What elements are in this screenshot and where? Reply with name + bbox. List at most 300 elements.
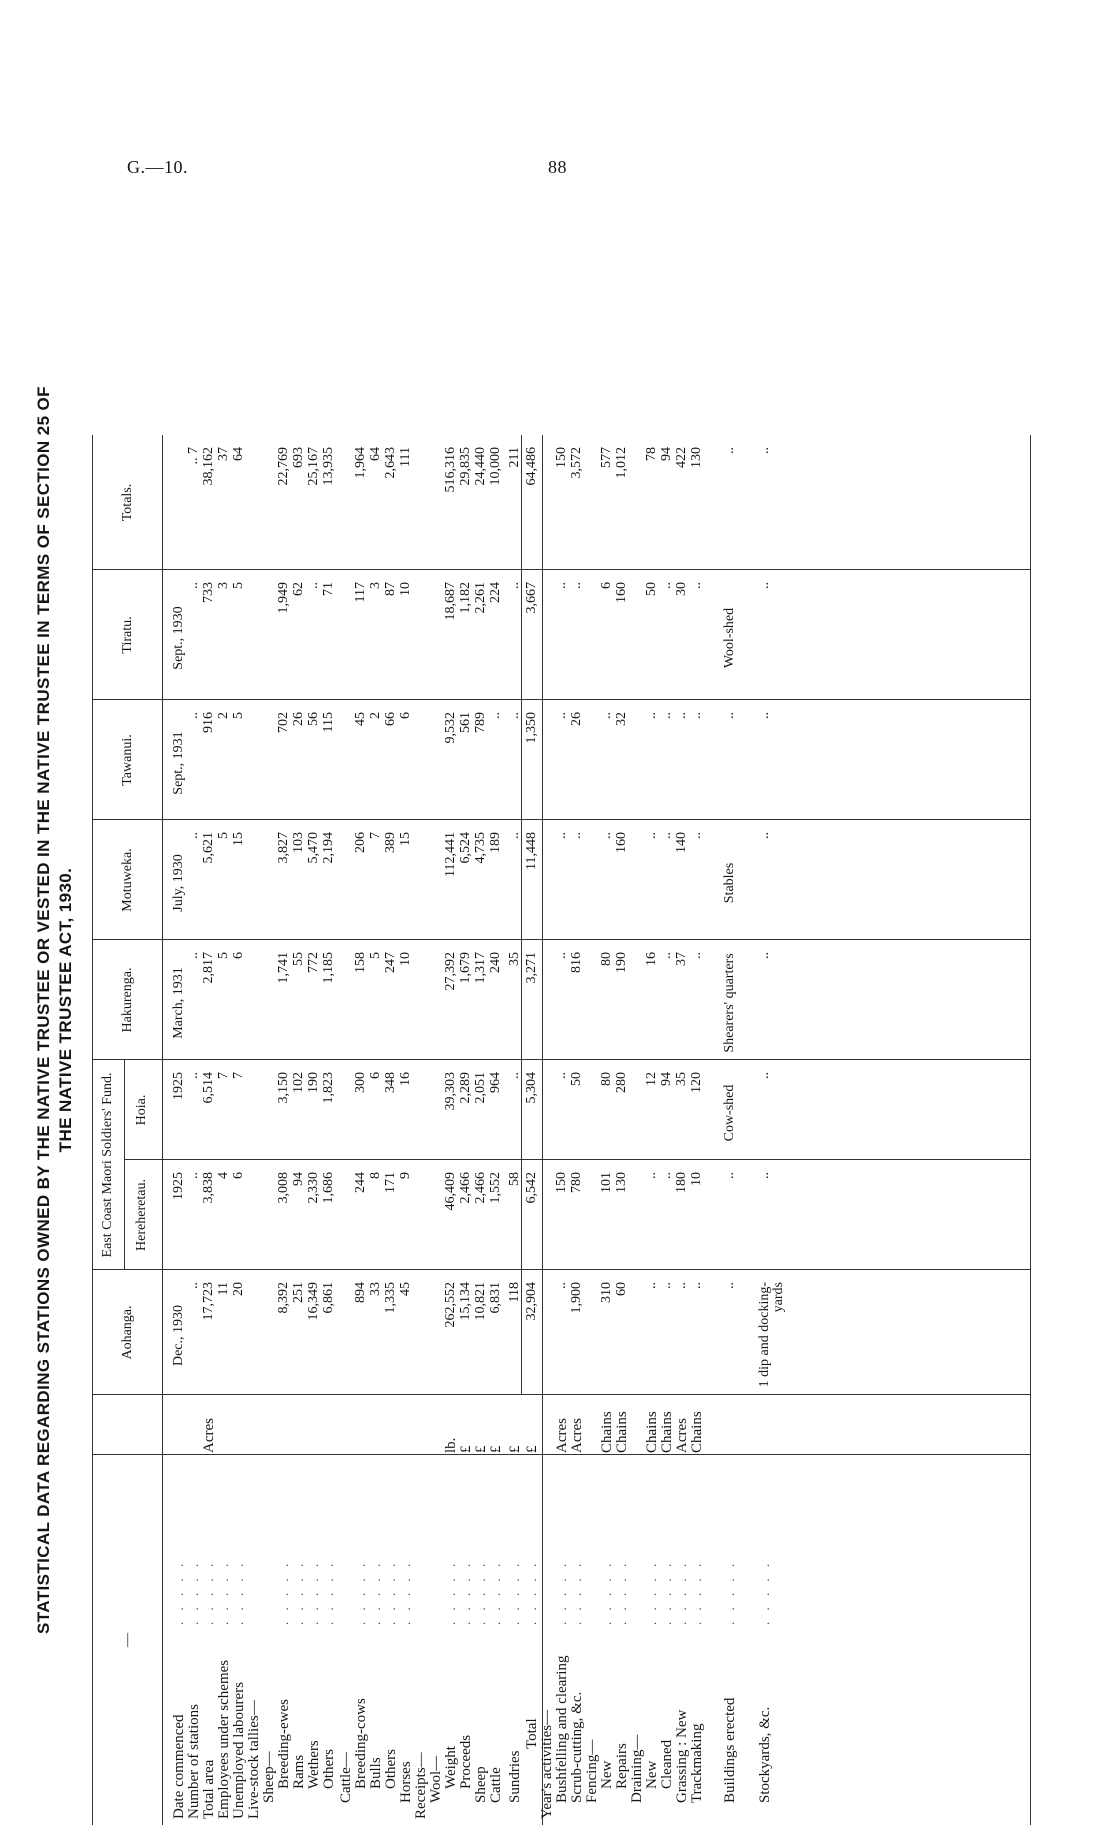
table-cell: 111: [398, 447, 413, 467]
table-cell: ..: [488, 712, 503, 719]
row-label: Draining—: [629, 1734, 645, 1803]
table-cell: 422: [674, 447, 689, 468]
table-cell: 5: [368, 952, 383, 959]
table-cell: 11,448: [524, 832, 539, 870]
table-cell: 94: [659, 1072, 674, 1086]
table-cell: ..: [674, 1282, 689, 1289]
table-cell: ..: [659, 1282, 674, 1289]
table-cell: ..: [757, 447, 772, 454]
row-unit: [369, 1403, 383, 1453]
table-cell: 50: [644, 582, 659, 596]
row-unit: [172, 1403, 186, 1453]
table-cell: ..: [599, 832, 614, 839]
leader-dots: . . . . .: [216, 1559, 231, 1625]
row-label: Employees under schemes: [216, 1659, 232, 1819]
table-cell: 2,330: [306, 1172, 321, 1204]
table-cell: 158: [353, 952, 368, 973]
table-cell: 37: [216, 447, 231, 461]
table-cell: 102: [291, 1072, 306, 1093]
table-cell: Sept., 1930: [171, 606, 186, 670]
table-cell: 15: [398, 832, 413, 846]
column-rule: [92, 699, 1030, 700]
table-cell: 2,289: [458, 1072, 473, 1104]
row-label: New: [599, 1760, 615, 1789]
table-cell: 50: [569, 1072, 584, 1086]
table-cell: 1,350: [524, 712, 539, 744]
row-unit: Chains: [614, 1411, 630, 1453]
table-cell: 3: [216, 582, 231, 589]
table-cell: ..: [689, 832, 704, 839]
table-cell: 10: [398, 952, 413, 966]
table-cell: 29,835: [458, 447, 473, 486]
row-label: Horses: [398, 1761, 414, 1803]
table-cell: 15: [231, 832, 246, 846]
table-cell: 240: [488, 952, 503, 973]
table-cell: Shearers' quarters: [722, 953, 737, 1053]
table-cell: 3,008: [276, 1172, 291, 1204]
table-cell: 262,552: [443, 1282, 458, 1328]
leader-dots: . . . . .: [458, 1559, 473, 1625]
table-cell: 2,466: [458, 1172, 473, 1204]
table-cell: Dec., 1930: [171, 1304, 186, 1367]
row-unit: [292, 1403, 306, 1453]
table-cell: 916: [201, 712, 216, 733]
table-cell: 1,679: [458, 952, 473, 984]
table-cell: 30: [674, 582, 689, 596]
table-cell: 3,271: [524, 952, 539, 984]
row-label: Breeding-ewes: [276, 1699, 292, 1789]
table-cell: 5,470: [306, 832, 321, 864]
group-header-rule: [124, 1060, 125, 1270]
table-cell: 10: [398, 582, 413, 596]
leader-dots: . . . . .: [488, 1559, 503, 1625]
table-cell: 4,735: [473, 832, 488, 864]
table-cell: 62: [291, 582, 306, 596]
table-cell: 24,440: [473, 447, 488, 486]
table-cell: 130: [689, 447, 704, 468]
table-cell: 16,349: [306, 1282, 321, 1321]
table-cell: ..: [757, 1072, 772, 1079]
table-cell: 789: [473, 712, 488, 733]
row-label: Proceeds: [458, 1734, 474, 1789]
table-cell: 35: [674, 1072, 689, 1086]
table-cell: 8: [368, 1172, 383, 1179]
table-cell: ..: [306, 582, 321, 589]
table-cell: 244: [353, 1172, 368, 1193]
table-cell: 2,051: [473, 1072, 488, 1104]
table-cell: 22,769: [276, 447, 291, 486]
row-label: Scrub-cutting, &c.: [569, 1691, 585, 1803]
row-unit: Chains: [644, 1411, 660, 1453]
table-cell: 6,861: [321, 1282, 336, 1314]
table-cell: 251: [291, 1282, 306, 1303]
table-cell: 9,532: [443, 712, 458, 744]
row-label: Number of stations: [186, 1704, 202, 1819]
row-unit: [187, 1403, 201, 1453]
table-cell: 247: [383, 952, 398, 973]
row-unit: [339, 1403, 353, 1453]
table-cell: 55: [291, 952, 306, 966]
row-unit: Chains: [659, 1411, 675, 1453]
row-unit: [723, 1403, 737, 1453]
table-cell: 32: [614, 712, 629, 726]
table-cell: July, 1930: [171, 854, 186, 912]
table-cell: 10,821: [473, 1282, 488, 1321]
column-header: Motuweka.: [120, 848, 135, 912]
column-rule: [92, 1454, 1030, 1455]
row-label: Cleaned: [659, 1739, 675, 1789]
table-cell: 6,542: [524, 1172, 539, 1204]
table-cell: ..: [186, 1072, 201, 1079]
column-header: Tiratu.: [120, 616, 135, 654]
table-cell: 10,000: [488, 447, 503, 486]
column-rule: [92, 1269, 1030, 1270]
column-header: Hereheretau.: [134, 1179, 149, 1251]
column-rule: [92, 939, 1030, 940]
table-cell: Wool-shed: [722, 607, 737, 669]
table-cell: 6: [368, 1072, 383, 1079]
table-cell: 5,304: [524, 1072, 539, 1104]
table-cell: 18,687: [443, 582, 458, 621]
column-rule: [92, 1059, 1030, 1060]
table-cell: 35: [507, 952, 522, 966]
table-cell: 816: [569, 952, 584, 973]
table-cell: 64: [231, 447, 246, 461]
leader-dots: . . . . .: [554, 1559, 569, 1625]
leader-dots: . . . . .: [599, 1559, 614, 1625]
table-cell: ..: [186, 832, 201, 839]
table-cell: 211: [507, 447, 522, 468]
row-unit: £: [473, 1445, 489, 1453]
table-title: STATISTICAL DATA REGARDING STATIONS OWNED BY THE NATIVE TRUSTEE OR VESTED IN THE NATIVE TRUSTEE IN TERMS OF SECTION 25 OF: [34, 386, 53, 1634]
table-cell: ..: [659, 582, 674, 589]
table-cell: ..: [554, 1282, 569, 1289]
row-unit: [630, 1403, 644, 1453]
table-cell: 1,900: [569, 1282, 584, 1314]
table-cell: 26: [291, 712, 306, 726]
table-cell: 150: [554, 447, 569, 468]
leader-dots: . . . . .: [276, 1559, 291, 1625]
table-cell: 2,817: [201, 952, 216, 984]
table-cell: ..: [644, 1172, 659, 1179]
table-cell: 3,827: [276, 832, 291, 864]
table-cell: 5,621: [201, 832, 216, 864]
row-label: Sheep—: [261, 1751, 277, 1803]
table-cell: ..: [689, 952, 704, 959]
table-cell: 2,643: [383, 447, 398, 479]
leader-dots: . . . . .: [473, 1559, 488, 1625]
leader-dots: . . . . .: [524, 1559, 539, 1625]
page-code: G.—10.: [127, 157, 188, 177]
leader-dots: . . . . .: [674, 1559, 689, 1625]
table-cell: March, 1931: [171, 967, 186, 1039]
row-unit: £: [458, 1445, 474, 1453]
table-cell: 1,823: [321, 1072, 336, 1104]
row-label: Sundries: [507, 1750, 523, 1803]
table-cell: 389: [383, 832, 398, 853]
leader-dots: . . . . .: [321, 1559, 336, 1625]
table-cell: 190: [614, 952, 629, 973]
table-cell: 7: [231, 1072, 246, 1079]
table-cell: 33: [368, 1282, 383, 1296]
table-cell: ..: [674, 712, 689, 719]
row-label: Rams: [291, 1754, 307, 1789]
table-cell: 516,316: [443, 447, 458, 493]
table-cell: 190: [306, 1072, 321, 1093]
row-unit: £: [488, 1445, 504, 1453]
table-cell: .. 7: [186, 447, 201, 465]
table-cell: ..: [554, 832, 569, 839]
row-unit: [758, 1403, 772, 1453]
rotated-table-sheet: [30, 195, 1050, 1825]
table-cell: 206: [353, 832, 368, 853]
table-cell: 46,409: [443, 1172, 458, 1211]
table-cell: Stables: [722, 862, 737, 904]
table-cell: 577: [599, 447, 614, 468]
table-cell: 80: [599, 952, 614, 966]
leader-dots: . . . . .: [186, 1559, 201, 1625]
row-label: Fencing—: [584, 1739, 600, 1803]
table-cell: 38,162: [201, 447, 216, 486]
table-cell: 5: [216, 952, 231, 959]
table-cell: 16: [398, 1072, 413, 1086]
table-cell: 2: [216, 712, 231, 719]
table-cell: ..: [644, 712, 659, 719]
table-cell: 15,134: [458, 1282, 473, 1321]
table-cell: 117: [353, 582, 368, 603]
row-label: Total: [524, 1718, 540, 1749]
leader-dots: . . . . .: [368, 1559, 383, 1625]
table-cell: ..: [722, 1282, 737, 1289]
table-cell: 150: [554, 1172, 569, 1193]
row-label: Bushfelling and clearing: [554, 1655, 570, 1803]
row-label: Weight: [443, 1746, 459, 1789]
table-cell: 2,261: [473, 582, 488, 614]
row-label: Sheep: [473, 1766, 489, 1803]
table-cell: 1,686: [321, 1172, 336, 1204]
table-cell: 115: [321, 712, 336, 733]
table-cell: ..: [757, 1172, 772, 1179]
table-cell: 300: [353, 1072, 368, 1093]
table-cell: 1 dip and docking-yards: [757, 1282, 786, 1388]
table-cell: 6: [231, 952, 246, 959]
leader-dots: . . . . .: [507, 1559, 522, 1625]
column-rule: [124, 1159, 1030, 1160]
leader-dots: . . . . .: [291, 1559, 306, 1625]
table-cell: 12: [644, 1072, 659, 1086]
row-label: Repairs: [614, 1743, 630, 1789]
table-cell: 11: [216, 1282, 231, 1296]
row-label: Stockyards, &c.: [757, 1706, 773, 1803]
table-cell: 13,935: [321, 447, 336, 486]
row-unit: [307, 1403, 321, 1453]
table-cell: 1,317: [473, 952, 488, 984]
table-cell: 140: [674, 832, 689, 853]
table-cell: ..: [757, 582, 772, 589]
row-label: Trackmaking: [689, 1723, 705, 1803]
table-cell: 101: [599, 1172, 614, 1193]
row-label: Wethers: [306, 1740, 322, 1789]
table-cell: 120: [689, 1072, 704, 1093]
table-cell: ..: [554, 712, 569, 719]
row-unit: Acres: [674, 1418, 690, 1453]
table-cell: 6,831: [488, 1282, 503, 1314]
column-rule: [92, 569, 1030, 570]
table-cell: 180: [674, 1172, 689, 1193]
leader-dots: . . . . .: [659, 1559, 674, 1625]
table-cell: ..: [186, 1172, 201, 1179]
table-cell: 1925: [171, 1172, 186, 1200]
table-cell: ..: [644, 832, 659, 839]
table-title-continued: THE NATIVE TRUSTEE ACT, 1930.: [56, 867, 75, 1153]
row-label: Receipts—: [413, 1752, 429, 1819]
table-cell: 1,552: [488, 1172, 503, 1204]
table-cell: 3,838: [201, 1172, 216, 1204]
table-cell: 112,441: [443, 832, 458, 877]
row-label: Total area: [201, 1759, 217, 1819]
leader-dots: . . . . .: [383, 1559, 398, 1625]
leader-dots: . . . . .: [614, 1559, 629, 1625]
table-cell: 130: [614, 1172, 629, 1193]
table-cell: 189: [488, 832, 503, 853]
row-unit: [540, 1403, 554, 1453]
row-label: Breeding-cows: [353, 1698, 369, 1789]
row-label: Others: [383, 1749, 399, 1789]
row-unit: [354, 1403, 368, 1453]
table-cell: 1,949: [276, 582, 291, 614]
row-unit: [217, 1403, 231, 1453]
column-header: Hoia.: [134, 1094, 149, 1126]
table-cell: 224: [488, 582, 503, 603]
table-cell: ..: [659, 832, 674, 839]
page-number: 88: [548, 157, 567, 177]
table-cell: ..: [554, 582, 569, 589]
total-rule: [542, 435, 543, 1825]
table-cell: 17,723: [201, 1282, 216, 1321]
table-cell: 3,150: [276, 1072, 291, 1104]
table-cell: 64: [368, 447, 383, 461]
row-label: Date commenced: [171, 1714, 187, 1819]
row-label: Cattle—: [338, 1752, 354, 1803]
table-cell: 1,964: [353, 447, 368, 479]
table-cell: ..: [757, 712, 772, 719]
leader-dots: . . . . .: [306, 1559, 321, 1625]
leader-dots: . . . . .: [171, 1559, 186, 1625]
table-cell: 16: [644, 952, 659, 966]
table-cell: 561: [458, 712, 473, 733]
table-cell: 6: [398, 712, 413, 719]
table-cell: Cow-shed: [722, 1084, 737, 1142]
table-cell: ..: [689, 712, 704, 719]
table-cell: ..: [722, 712, 737, 719]
leader-dots: . . . . .: [722, 1559, 737, 1625]
table-cell: 20: [231, 1282, 246, 1296]
table-cell: 3,572: [569, 447, 584, 479]
table-cell: ..: [689, 582, 704, 589]
leader-dots: . . . . .: [231, 1559, 246, 1625]
table-cell: ..: [569, 582, 584, 589]
row-label: Buildings erected: [722, 1697, 738, 1803]
leader-dots: . . . . .: [569, 1559, 584, 1625]
row-unit: £: [524, 1445, 540, 1453]
table-cell: ..: [689, 1282, 704, 1289]
table-cell: ..: [757, 832, 772, 839]
row-unit: [247, 1403, 261, 1453]
table-cell: ..: [722, 1172, 737, 1179]
table-cell: 780: [569, 1172, 584, 1193]
row-unit: [429, 1403, 443, 1453]
table-cell: 3,667: [524, 582, 539, 614]
table-cell: ..: [186, 952, 201, 959]
total-rule: [521, 435, 522, 1395]
table-bottom-rule: [1030, 435, 1031, 1825]
row-unit: Acres: [569, 1418, 585, 1453]
table-cell: ..: [722, 447, 737, 454]
row-unit: [262, 1403, 276, 1453]
table-cell: Sept., 1931: [171, 731, 186, 795]
row-unit: £: [507, 1445, 523, 1453]
table-cell: 103: [291, 832, 306, 853]
row-label: Others: [321, 1749, 337, 1789]
row-unit: [277, 1403, 291, 1453]
column-header-label: —: [120, 1633, 135, 1647]
table-cell: ..: [757, 952, 772, 959]
table-cell: 702: [276, 712, 291, 733]
table-cell: 39,303: [443, 1072, 458, 1111]
table-cell: 894: [353, 1282, 368, 1303]
row-unit: lb.: [443, 1437, 459, 1453]
leader-dots: . . . . .: [644, 1559, 659, 1625]
table-cell: ..: [659, 1172, 674, 1179]
row-label: Bulls: [368, 1757, 384, 1789]
table-cell: ..: [507, 712, 522, 719]
table-cell: 1,741: [276, 952, 291, 984]
table-cell: 27,392: [443, 952, 458, 991]
leader-dots: . . . . .: [398, 1559, 413, 1625]
row-unit: [399, 1403, 413, 1453]
row-label: Live-stock tallies—: [246, 1700, 262, 1819]
row-label: Year's activities—: [539, 1709, 555, 1819]
table-cell: 2,194: [321, 832, 336, 864]
row-unit: [384, 1403, 398, 1453]
row-unit: Chains: [599, 1411, 615, 1453]
table-cell: 9: [398, 1172, 413, 1179]
table-cell: 6,514: [201, 1072, 216, 1104]
table-cell: 78: [644, 447, 659, 461]
header-bottom-rule: [162, 435, 163, 1825]
table-cell: 87: [383, 582, 398, 596]
table-top-rule: [92, 435, 93, 1825]
table-cell: 7: [216, 1072, 231, 1079]
table-cell: 160: [614, 832, 629, 853]
table-cell: 2,466: [473, 1172, 488, 1204]
table-cell: 66: [383, 712, 398, 726]
table-cell: ..: [186, 582, 201, 589]
leader-dots: . . . . .: [757, 1559, 772, 1625]
row-label: Unemployed labourers: [231, 1681, 247, 1819]
table-cell: ..: [554, 1072, 569, 1079]
table-cell: 1,185: [321, 952, 336, 984]
table-cell: 171: [383, 1172, 398, 1193]
table-cell: ..: [659, 712, 674, 719]
column-header: Hakurenga.: [120, 967, 135, 1033]
table-cell: 6,524: [458, 832, 473, 864]
table-cell: 6: [599, 582, 614, 589]
leader-dots: . . . . .: [201, 1559, 216, 1625]
leader-dots: . . . . .: [443, 1559, 458, 1625]
column-header: Aohanga.: [120, 1305, 135, 1360]
row-unit: Chains: [689, 1411, 705, 1453]
